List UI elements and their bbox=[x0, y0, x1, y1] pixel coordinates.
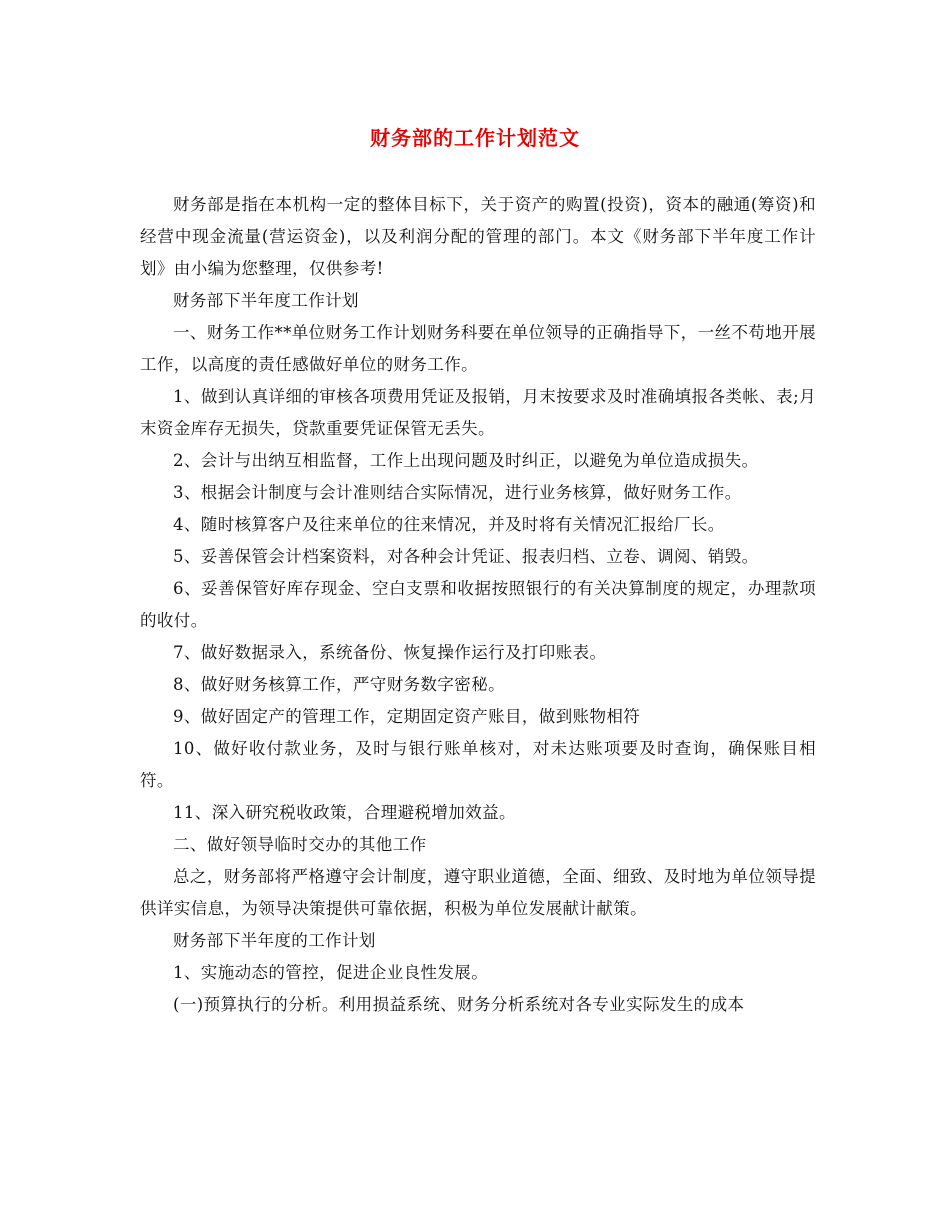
list-item-10: 10、做好收付款业务，及时与银行账单核对，对未达账项要及时查询，确保账目相符。 bbox=[140, 739, 816, 790]
heading-second-plan: 财务部下半年度的工作计划 bbox=[173, 931, 376, 950]
paragraph-budget-analysis: (一)预算执行的分析。利用损益系统、财务分析系统对各专业实际发生的成本 bbox=[173, 995, 745, 1014]
paragraph-summary: 总之，财务部将严格遵守会计制度，遵守职业道德，全面、细致、及时地为单位领导提供详实信息，为领导决策提供可靠依据，积极为单位发展献计献策。 bbox=[140, 867, 816, 918]
document-title: 财务部的工作计划范文 bbox=[370, 126, 580, 150]
list-item-9: 9、做好固定产的管理工作，定期固定资产账目，做到账物相符 bbox=[173, 707, 641, 726]
paragraph-intro: 财务部是指在本机构一定的整体目标下，关于资产的购置(投资)，资本的融通(筹资)和经营中现金流量(营运资金)，以及利润分配的管理的部门。本文《财务部下半年度工作计划》由小编为您整理，仅供参考! bbox=[140, 195, 816, 278]
list-item-2: 2、会计与出纳互相监督，工作上出现问题及时纠正，以避免为单位造成损失。 bbox=[173, 451, 759, 470]
heading-half-year-plan: 财务部下半年度工作计划 bbox=[173, 291, 359, 310]
list-item-8: 8、做好财务核算工作，严守财务数字密秘。 bbox=[173, 675, 505, 694]
paragraph-section-one: 一、财务工作**单位财务工作计划财务科要在单位领导的正确指导下，一丝不苟地开展工作，以高度的责任感做好单位的财务工作。 bbox=[140, 323, 816, 374]
section-two-heading: 二、做好领导临时交办的其他工作 bbox=[173, 835, 427, 854]
list-item-11: 11、深入研究税收政策，合理避税增加效益。 bbox=[173, 803, 516, 822]
list-item-4: 4、随时核算客户及往来单位的往来情况，并及时将有关情况汇报给厂长。 bbox=[173, 515, 725, 534]
list-item-1: 1、做到认真详细的审核各项费用凭证及报销，月末按要求及时准确填报各类帐、表;月末资金库存无损失，贷款重要凭证保管无丢失。 bbox=[140, 387, 816, 438]
document-body bbox=[140, 189, 816, 1021]
list-item-6: 6、妥善保管好库存现金、空白支票和收据按照银行的有关决算制度的规定，办理款项的收付。 bbox=[140, 579, 816, 630]
paragraph-dynamic-control: 1、实施动态的管控，促进企业良性发展。 bbox=[173, 963, 489, 982]
list-item-3: 3、根据会计制度与会计准则结合实际情况，进行业务核算，做好财务工作。 bbox=[173, 483, 742, 502]
list-item-7: 7、做好数据录入，系统备份、恢复操作运行及打印账表。 bbox=[173, 643, 607, 662]
list-item-5: 5、妥善保管会计档案资料，对各种会计凭证、报表归档、立卷、调阅、销毁。 bbox=[173, 547, 759, 566]
